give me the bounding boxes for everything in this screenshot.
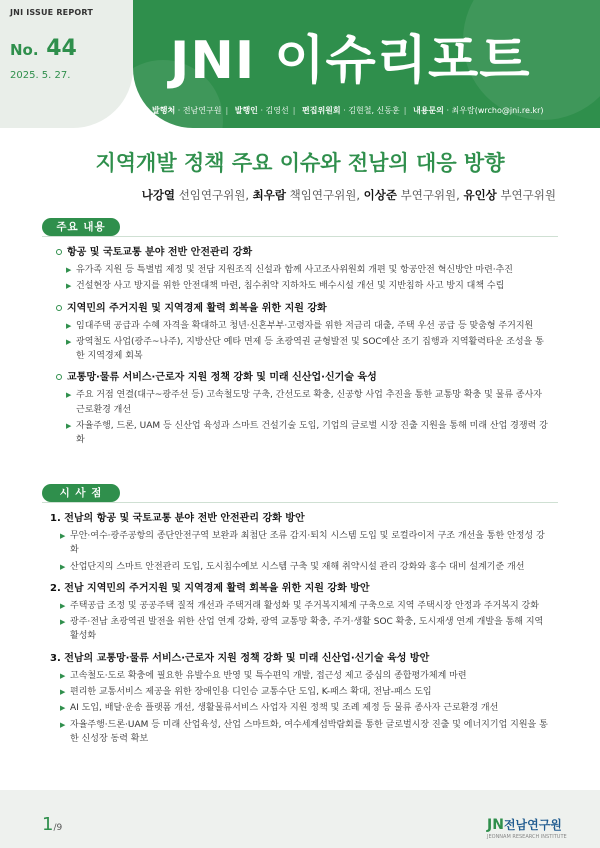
summary-item: ▶ 주요 거점 연결(대구~광주선 등) 고속철도망 구축, 간선도로 확충, 신공항 사업 추진을 통한 교통망 확충 및 물류 종사자 근로환경 개선 [66,390,542,415]
triangle-bullet-icon: ▶ [60,688,66,697]
author-name: 유인상 [463,188,497,202]
author-name: 이상준 [363,188,397,202]
summary-item: ▶ 자율주행, 드론, UAM 등 신산업 육성과 스마트 건설기술 도입, 기업의 글로벌 시장 진출 지원을 통해 미래 산업 경쟁력 강화 [66,421,548,446]
summary-group [56,302,552,364]
summary-item: ▶ 유가족 지원 등 특별법 제정 및 전담 지원조직 신설과 함께 사고조사위원회 개편 및 항공안전 혁신방안 마련·추진 [56,263,552,277]
issue-number [10,36,77,61]
institute-logo [487,816,567,840]
summary-item: ▶ 임대주택 공급과 수혜 자격을 확대하고 청년·신혼부부·고령자를 위한 저금리 대출, 주택 우선 공급 등 맞춤형 주거지원 [56,319,552,333]
issue-number-value: 44 [46,36,77,61]
triangle-bullet-icon: ▶ [66,337,72,346]
implications-list [50,512,552,754]
summary-group [56,246,552,294]
triangle-bullet-icon: ▶ [60,720,66,729]
implications-section-bar [42,484,558,503]
implications-item: ▶ 주택공급 조정 및 공공주택 질적 개선과 주택거래 활성화 및 주거복지체계 구축으로 지역 주택시장 안정과 주거복지 강화 [50,599,552,613]
issue-panel [0,0,133,128]
implications-section-label: 시 사 점 [42,484,120,502]
summary-heading: 교통망·물류 서비스·근로자 지원 정책 강화 및 미래 신산업·신기술 육성 [56,371,552,385]
author-role: 책임연구위원 [289,188,357,202]
triangle-bullet-icon: ▶ [66,266,72,274]
triangle-bullet-icon: ▶ [60,671,66,680]
page-current: 1 [42,814,54,835]
summary-heading: 항공 및 국토교통 분야 전반 안전관리 강화 [56,246,552,260]
author-name: 최우람 [252,188,286,202]
author-name: 나강열 [141,188,176,202]
issue-number-prefix: No. [10,41,39,59]
logo-text: 전남연구원 [503,818,562,832]
summary-heading: 지역민의 주거지원 및 지역경제 활력 회복을 위한 지원 강화 [56,302,552,316]
triangle-bullet-icon: ▶ [66,321,72,330]
triangle-bullet-icon: ▶ [60,704,66,713]
report-title: 지역개발 정책 주요 이슈와 전남의 대응 방향 [95,151,505,175]
issue-label: JNI ISSUE REPORT [10,8,94,17]
implications-group [50,652,552,746]
triangle-bullet-icon: ▶ [66,422,72,431]
authors-line: 나강열 선임연구위원, 최우람 책임연구위원, 이상준 부연구위원, 유인상 부연구위원 [141,188,556,202]
info-key-editors: 편집위원회 [301,106,341,115]
implications-item: ▶ 편리한 교통서비스 제공을 위한 장애인용 디인승 교통수단 도입, K-패스 확대, 전남-패스 도입 [50,685,552,699]
author-role: 부연구위원 [400,188,457,202]
summary-group [56,371,552,447]
summary-section-label: 주요 내용 [42,218,120,236]
info-key-contact: 내용문의 [412,106,444,115]
report-header [0,0,600,128]
implications-item: ▶ 자율주행·드론·UAM 등 미래 산업육성, 산업 스마트화, 여수세계섬박람회를 통한 글로벌시장 진출 및 에너지기업 지원을 통한 신성장 동력 확보 [60,719,548,744]
implications-heading: 3. 전남의 교통망·물류 서비스·근로자 지원 정책 강화 및 미래 신산업·신기술 육성 방안 [50,652,430,664]
implications-item: ▶ 고속철도·도로 확충에 필요한 유발수요 반영 및 특수편익 개발, 접근성 제고 중심의 종합평가체계 마련 [50,669,552,683]
author-role: 선임연구위원 [178,188,246,202]
logo-mark-icon: JN [487,817,504,833]
logo-subtext: JEONNAM RESEARCH INSTITUTE [487,834,567,840]
info-value-contact: 최우람(wrcho@jni.re.kr) [451,106,544,115]
triangle-bullet-icon: ▶ [60,601,66,610]
summary-list [56,246,552,456]
implications-item: ▶ 무안·여수·광주공항의 종단안전구역 보완과 최첨단 조류 감지·퇴치 시스템 도입 및 로컬라이저 구조 개선을 통한 안정성 강화 [60,531,545,556]
summary-item: ▶ 건설현장 사고 방지를 위한 안전대책 마련, 침수취약 지하차도 배수시설 개선 및 지반침하 사고 방지 대책 수립 [56,279,552,293]
triangle-bullet-icon: ▶ [66,282,72,291]
triangle-bullet-icon: ▶ [66,391,72,400]
implications-group [50,582,552,644]
summary-item: ▶ 광역철도 사업(광주~나주), 지방산단 예타 면제 등 초광역권 균형발전 및 SOC예산 조기 집행과 지역활력타운 조성을 통한 지역경제 회복 [66,336,544,362]
publisher-info: 발행처 · 전남연구원 | 발행인 · 김영선 | 편집위원회 · 김현철, 신동훈 | 내용문의 · 최우람(wrcho@jni.re.kr) [152,106,544,115]
circle-bullet-icon [56,305,62,311]
implications-group [50,512,552,574]
author-role: 부연구위원 [500,188,556,202]
implications-heading: 2. 전남 지역민의 주거지원 및 지역경제 활력 회복을 위한 지원 강화 방안 [50,582,370,594]
info-key-issuer: 발행인 [234,106,258,115]
info-value-editors: 김현철, 신동훈 [348,106,400,115]
implications-item: ▶ 광주·전남 초광역권 발전을 위한 산업 연계 강화, 광역 교통망 확충, 주거·생활 SOC 확충, 도시재생 연계 개발을 통해 지역 활성화 [60,617,544,642]
info-key-publisher: 발행처 [152,106,176,115]
circle-bullet-icon [56,374,62,380]
info-value-publisher: 전남연구원 [182,106,222,115]
implications-heading: 1. 전남의 항공 및 국토교통 분야 전반 안전관리 강화 방안 [50,513,305,524]
page-total: /9 [53,823,63,833]
implications-item: ▶ AI 도입, 배달·운송 플랫폼 개선, 생활물류서비스 사업자 지원 정책 및 조례 제정 등 물류 종사자 근로환경 개선 [50,701,552,715]
triangle-bullet-icon: ▶ [60,562,66,571]
circle-bullet-icon [56,249,62,255]
page-number [42,814,62,835]
triangle-bullet-icon: ▶ [60,618,66,627]
implications-item: ▶ 산업단지의 스마트 안전관리 도입, 도시침수예보 시스템 구축 및 재해 취약시설 관리 강화와 홍수 대비 설계기준 개선 [50,560,552,574]
issue-date: 2025. 5. 27. [10,70,71,81]
triangle-bullet-icon: ▶ [60,532,66,540]
info-value-issuer: 김영선 [265,106,289,115]
report-brand: JNI 이슈리포트 [170,31,531,91]
summary-section-bar [42,218,558,237]
